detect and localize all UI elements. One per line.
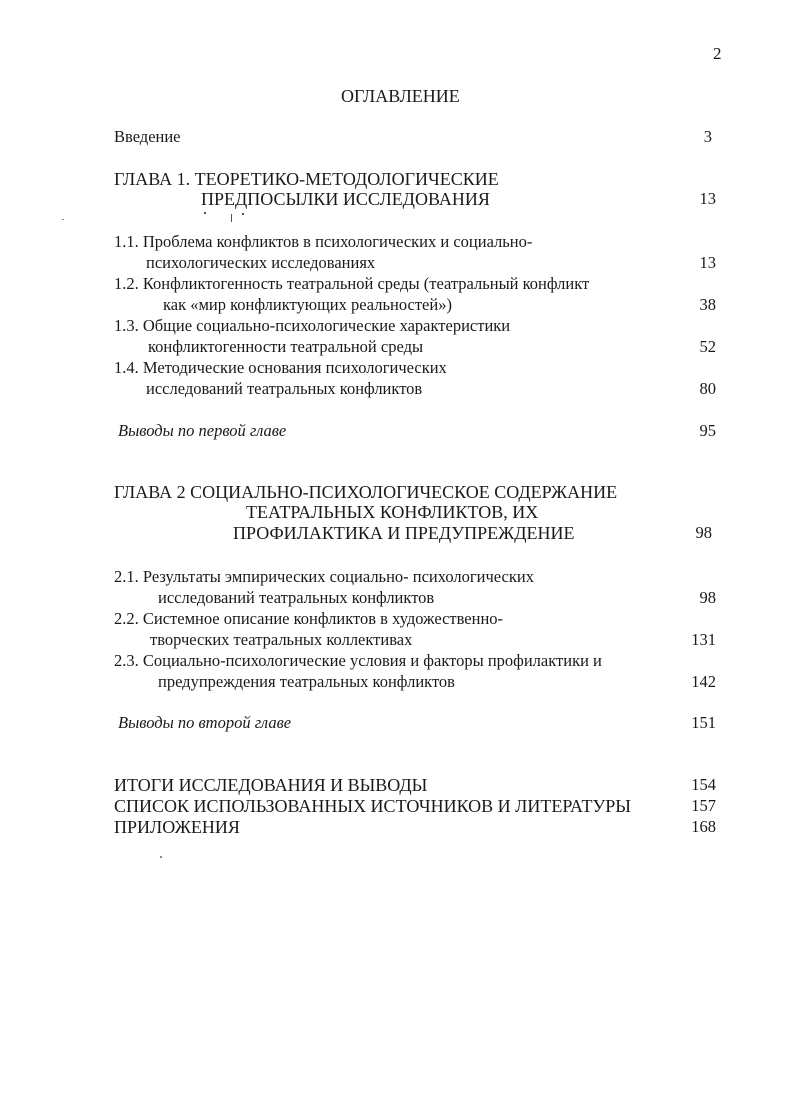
chapter2-heading-line2: ТЕАТРАЛЬНЫХ КОНФЛИКТОВ, ИХ	[246, 502, 539, 522]
toc-page-1-4: 80	[699, 379, 716, 398]
toc-page-final-appendices: 168	[691, 817, 716, 836]
chapter2-heading-line1: ГЛАВА 2 СОЦИАЛЬНО-ПСИХОЛОГИЧЕСКОЕ СОДЕРЖАНИЕ	[114, 482, 618, 502]
toc-section-1-1-line1: 1.1. Проблема конфликтов в психологических и социально-	[114, 232, 533, 251]
toc-section-1-4-line2: исследований театральных конфликтов	[146, 379, 423, 398]
scan-speck	[160, 856, 162, 858]
toc-section-2-2-line2: творческих театральных коллективах	[150, 630, 413, 649]
page-number: 2	[713, 44, 722, 63]
toc-section-2-2-line1: 2.2. Системное описание конфликтов в художественно-	[114, 609, 504, 628]
toc-entry-intro: Введение	[114, 127, 181, 146]
toc-final-results: ИТОГИ ИССЛЕДОВАНИЯ И ВЫВОДЫ	[114, 775, 428, 795]
chapter2-heading-line3: ПРОФИЛАКТИКА И ПРЕДУПРЕЖДЕНИЕ	[233, 523, 575, 543]
chapter1-page: 13	[699, 189, 716, 208]
chapter1-heading-line1: ГЛАВА 1. ТЕОРЕТИКО-МЕТОДОЛОГИЧЕСКИЕ	[114, 169, 499, 189]
chapter2-page: 98	[695, 523, 712, 542]
toc-final-appendices: ПРИЛОЖЕНИЯ	[114, 817, 240, 837]
page-title: ОГЛАВЛЕНИЕ	[341, 86, 460, 106]
toc-page-1-1: 13	[699, 253, 716, 272]
toc-section-2-3-line2: предупреждения театральных конфликтов	[158, 672, 455, 691]
scan-speck	[242, 213, 244, 215]
toc-page-final-references: 157	[691, 796, 716, 815]
chapter1-heading-line2: ПРЕДПОСЫЛКИ ИССЛЕДОВАНИЯ	[201, 189, 490, 209]
toc-page-conclusions-chapter2: 151	[691, 713, 716, 732]
toc-section-1-3-line2: конфликтогенности театральной среды	[148, 337, 424, 356]
toc-section-1-3-line1: 1.3. Общие социально-психологические характеристики	[114, 316, 511, 335]
toc-section-1-2-line2: как «мир конфликтующих реальностей»)	[163, 295, 452, 314]
toc-section-1-4-line1: 1.4. Методические основания психологических	[114, 358, 447, 377]
toc-page-intro: 3	[703, 127, 712, 146]
scan-speck	[62, 219, 64, 220]
toc-page-final-results: 154	[691, 775, 716, 794]
toc-page-conclusions-chapter1: 95	[699, 421, 716, 440]
toc-page-2-1: 98	[699, 588, 716, 607]
scan-speck	[231, 214, 232, 222]
toc-section-2-1-line1: 2.1. Результаты эмпирических социально- психологических	[114, 567, 534, 586]
scan-speck	[204, 212, 206, 214]
toc-conclusions-chapter1: Выводы по первой главе	[118, 421, 287, 440]
toc-section-1-1-line2: психологических исследованиях	[146, 253, 376, 272]
toc-page-1-3: 52	[699, 337, 716, 356]
toc-section-2-3-line1: 2.3. Социально-психологические условия и факторы профилактики и	[114, 651, 602, 670]
toc-section-2-1-line2: исследований театральных конфликтов	[158, 588, 435, 607]
toc-section-1-2-line1: 1.2. Конфликтогенность театральной среды (театральный конфликт	[114, 274, 590, 293]
toc-page-2-3: 142	[691, 672, 716, 691]
toc-page-1-2: 38	[699, 295, 716, 314]
toc-conclusions-chapter2: Выводы по второй главе	[118, 713, 292, 732]
toc-page-2-2: 131	[691, 630, 716, 649]
toc-final-references: СПИСОК ИСПОЛЬЗОВАННЫХ ИСТОЧНИКОВ И ЛИТЕРАТУРЫ	[114, 796, 631, 816]
